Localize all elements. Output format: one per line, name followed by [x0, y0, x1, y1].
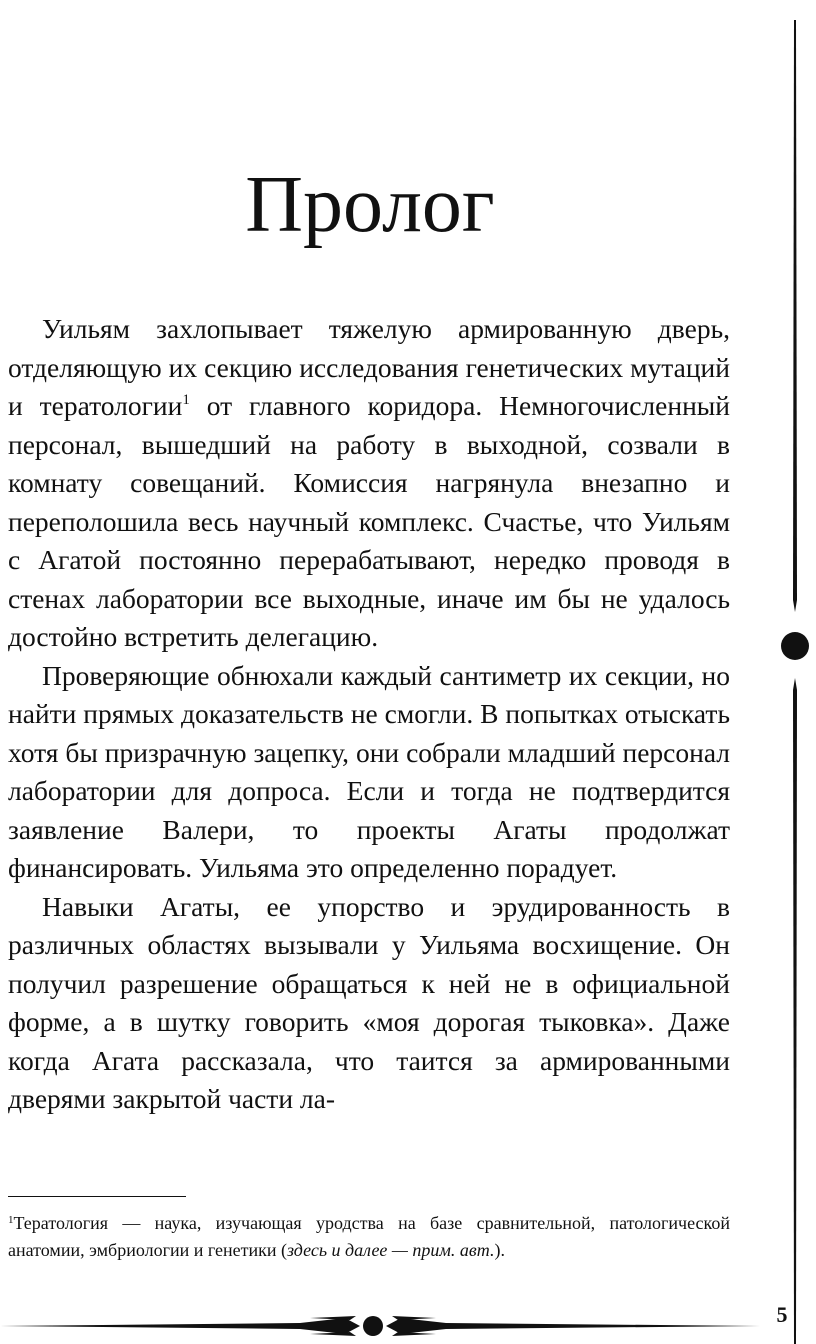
footnote-reference[interactable]: 1: [182, 392, 190, 408]
chapter-title: Пролог: [245, 161, 495, 249]
footnote-closing: ).: [494, 1240, 505, 1260]
page-number: 5: [776, 1302, 788, 1327]
paragraph-1-text: Уильям захлопывает тяжелую армированную дверь, отделяющую их секцию исследования генетических мутаций и тератологии: [8, 313, 730, 421]
vertical-ornament-line: [781, 20, 809, 1344]
paragraph-2: Проверяющие обнюхали каждый сантиметр их секции, но найти прямых доказательств не смогли. В попытках отыскать хотя бы призрачную зацепку, они собрали младший персонал лаборатории для допроса. Если и тогда не подтвердится заявление Валери, то проекты Агаты продолжат финансировать. Уильяма это определенно порадует.: [8, 659, 730, 883]
bottom-flourish-ornament: [0, 1316, 760, 1336]
paragraph-1-text-continued: от главного коридора. Немногочисленный персонал, вышедший на работу в выходной, созвали в комнату совещаний. Комиссия нагрянула внезапно и переполошила весь научный комплекс. Счастье, что Уильям с Агатой постоянно перерабатывают, нередко проводя в стенах лаборатории все выходные, иначе им бы не удалось достойно встретить делегацию.: [8, 390, 730, 652]
paragraph-3: Навыки Агаты, ее упорство и эрудированность в различных областях вызывали у Уильяма восхищение. Он получил разрешение обращаться к ней не в официальной форме, а в шутку говорить «моя дорогая тыковка». Даже когда Агата рассказала, что таится за армированными дверями закрытой части ла-: [8, 890, 730, 1114]
dot-ornament-icon: [781, 632, 809, 660]
footnote-italic-note: здесь и далее — прим. авт.: [287, 1240, 495, 1260]
footnote-marker: 1: [8, 1214, 14, 1226]
bottom-dot-icon: [363, 1316, 383, 1336]
footnote-text: Тератология — наука, изучающая уродства на базе сравнительной, патологической анатомии, эмбриологии и генетики (: [8, 1213, 730, 1260]
